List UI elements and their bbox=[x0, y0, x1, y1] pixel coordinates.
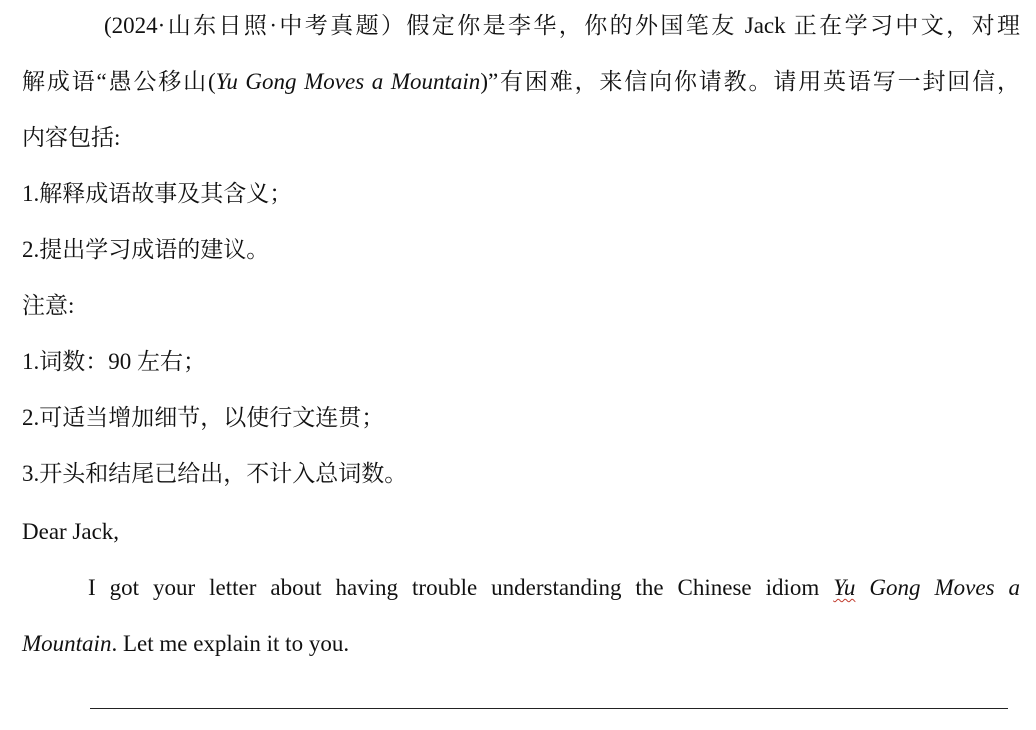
content-item bbox=[22, 236, 269, 264]
note-item-text: 1.词数：90 左右； bbox=[22, 349, 206, 374]
note-item-text: 2.可适当增加细节，以使行文连贯； bbox=[22, 405, 385, 430]
note-item bbox=[22, 404, 384, 432]
notes-heading-text: 注意: bbox=[22, 293, 75, 318]
prompt-text-2-before: 解成语“愚公移山( bbox=[22, 69, 216, 94]
prompt-text-3: 内容包括: bbox=[22, 125, 121, 150]
letter-body-line-2 bbox=[22, 630, 349, 658]
letter-body-line-1 bbox=[22, 574, 1020, 602]
idiom-english-rest: Gong Moves a bbox=[855, 575, 1020, 600]
content-item bbox=[22, 180, 292, 208]
notes-heading bbox=[22, 292, 74, 320]
letter-body-text-end: . Let me explain it to you. bbox=[111, 631, 350, 656]
salutation-text: Dear Jack, bbox=[22, 519, 120, 544]
note-item-text: 3.开头和结尾已给出，不计入总词数。 bbox=[22, 461, 408, 486]
letter-body-text: I got your letter about having trouble understanding the Chinese idiom bbox=[88, 575, 834, 600]
prompt-line-3 bbox=[22, 124, 120, 152]
idiom-spellcheck-word: Yu bbox=[833, 575, 856, 600]
prompt-text-1: (2024·山东日照·中考真题）假定你是李华，你的外国笔友 Jack 正在学习中文，对理 bbox=[104, 13, 1020, 38]
prompt-line-1 bbox=[22, 12, 1020, 40]
note-item bbox=[22, 348, 206, 376]
content-item-text: 1.解释成语故事及其含义； bbox=[22, 181, 293, 206]
content-item-text: 2.提出学习成语的建议。 bbox=[22, 237, 270, 262]
answer-blank-line[interactable] bbox=[90, 708, 1008, 709]
prompt-line-2 bbox=[22, 68, 1020, 96]
note-item bbox=[22, 460, 407, 488]
idiom-english-end: Mountain bbox=[22, 631, 112, 656]
prompt-text-2-after: )”有困难，来信向你请教。请用英语写一封回信， bbox=[480, 69, 1020, 94]
prompt-idiom-english: Yu Gong Moves a Mountain bbox=[215, 69, 481, 94]
letter-salutation bbox=[22, 518, 119, 546]
